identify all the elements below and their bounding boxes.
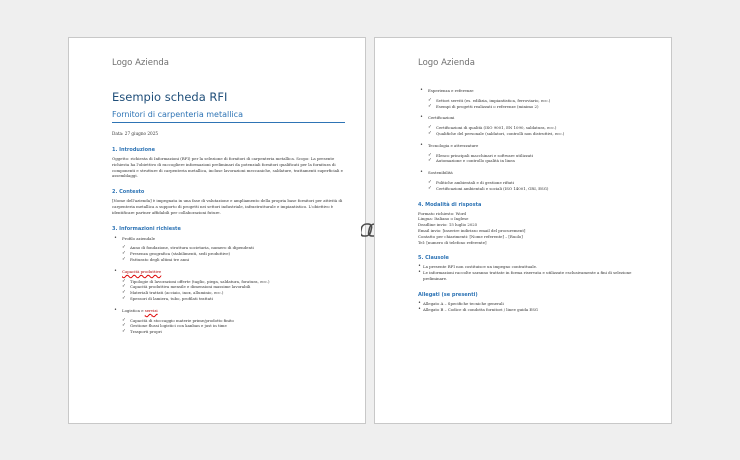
response-line: Email invio: [inserire indirizzo email del procurement] xyxy=(418,227,526,233)
check-item: ✓ Politiche ambientali e di gestione rifiuti xyxy=(418,180,651,186)
section-heading-allegati: Allegati (se presenti) xyxy=(418,291,478,298)
check-item: ✓ Materiali trattati (acciaio, inox, alluminio, ecc.) xyxy=(112,290,345,296)
attachment-item: • Allegato A – Specifiche tecniche generali xyxy=(418,301,651,307)
check-item: ✓ Certificazioni ambientali e sociali (ISO 14001, GRI, ESG) xyxy=(418,186,651,192)
bullet-text: Logistica e xyxy=(122,307,145,313)
response-line: Contatto per chiarimenti: [Nome referente] – [Ruolo] xyxy=(418,233,523,239)
spellcheck-text: Capacità produttive xyxy=(122,268,162,274)
check-item: ✓ Trasporti propri xyxy=(112,329,345,335)
section-text-contesto: [Nome dell'azienda] è impegnata in una fase di valutazione e ampliamento della propria base fornitori per attività di carpenteria metallica a supporto di progetti nei settori industriale, infrastrutturale e impiantistico. L'obiettivo è identificare partner affidabili per collaborazioni future. xyxy=(112,198,343,215)
bullet-sostenibilita: • Sostenibilità xyxy=(418,170,651,176)
check-item: ✓ Presenza geografica (stabilimenti, sedi produttive) xyxy=(112,251,345,257)
bullet-capacita-produttive xyxy=(112,269,345,275)
check-item: ✓ Spessori di lamiera, tubo, profilati trattati xyxy=(112,296,345,302)
clause-item: • Le informazioni raccolte saranno trattate in forma riservata e utilizzate esclusivamente a fini di selezione preliminare. xyxy=(418,270,651,282)
section-heading-contesto: 2. Contesto xyxy=(112,189,145,196)
response-line: Formato richiesto: Word xyxy=(418,210,467,216)
document-title: Esempio scheda RFI xyxy=(112,90,228,104)
check-item: ✓ Elenco principali macchinari e software utilizzati xyxy=(418,153,651,159)
check-item: ✓ Capacità produttiva mensile e dimensioni massime lavorabili xyxy=(112,284,345,290)
response-line: Lingua: Italiano o Inglese xyxy=(418,216,469,222)
check-item: ✓ Qualifiche del personale (saldatori, controlli non distruttivi, ecc.) xyxy=(418,131,651,137)
logo-placeholder: Logo Azienda xyxy=(418,58,475,68)
section-heading-modalita: 4. Modalità di risposta xyxy=(418,201,482,208)
check-item: ✓ Certificazioni di qualità (ISO 9001, EN 1090, saldatura, ecc.) xyxy=(418,125,651,131)
bullet-certificazioni: • Certificazioni xyxy=(418,115,651,121)
response-line: Tel: [numero di telefono referente] xyxy=(418,239,487,245)
document-page-2 xyxy=(374,37,672,424)
logo-placeholder: Logo Azienda xyxy=(112,58,169,68)
document-date: Data: 27 giugno 2025 xyxy=(112,131,159,136)
check-item: ✓ Automazione e controllo qualità in linea xyxy=(418,158,651,164)
clause-item: • La presente RFI non costituisce un impegno contrattuale. xyxy=(418,264,651,270)
section-heading-informazioni: 3. Informazioni richieste xyxy=(112,225,181,232)
bullet-tecnologia: • Tecnologia e attrezzature xyxy=(418,143,651,149)
check-item: ✓ Tipologie di lavorazioni offerte (taglio, piega, saldatura, foratura, ecc.) xyxy=(112,279,345,285)
document-page-1 xyxy=(68,37,366,424)
check-item: ✓ Esempi di progetti realizzati o referenze (minimo 2) xyxy=(418,104,651,110)
bullet-profilo-aziendale: • Profilo aziendale xyxy=(112,236,345,242)
section-heading-clausole: 5. Clausole xyxy=(418,255,449,262)
check-item: ✓ Gestione flussi logistici con kanban e just in time xyxy=(112,323,345,329)
section-text-introduzione: Oggetto: richiesta di Informazioni (RFI) per la selezione di fornitori di carpenteria metallica. Scopo: La presente richiesta ha l'obiettivo di raccogliere informazioni preliminari da potenziali fornitori qualificati per la fornitura di componenti e strutture di carpenteria metallica, incluse lavorazioni meccaniche, saldature, trattamenti superficiali e assemblaggi. xyxy=(112,156,343,179)
section-heading-introduzione: 1. Introduzione xyxy=(112,147,155,153)
check-item: ✓ Fatturato degli ultimi tre anni xyxy=(112,257,345,263)
document-subtitle: Fornitori di carpenteria metallica xyxy=(112,109,345,123)
check-item: ✓ Anno di fondazione, struttura societaria, numero di dipendenti xyxy=(112,245,345,251)
bullet-esperienza: • Esperienza e referenze xyxy=(418,88,651,94)
page-1-body xyxy=(112,90,345,335)
check-item: ✓ Settori serviti (es. edilizia, impiantistica, ferroviario, ecc.) xyxy=(418,98,651,104)
attachment-item: • Allegato B – Codice di condotta fornitori / linee guida ESG xyxy=(418,307,651,313)
check-item: ✓ Capacità di stoccaggio materie prime/prodotto finito xyxy=(112,318,345,324)
response-line: Deadline invio: 15 luglio 2025 xyxy=(418,222,478,228)
spellcheck-text: servizi xyxy=(144,307,158,313)
bullet-logistica xyxy=(112,308,345,314)
page-2-body xyxy=(418,88,651,312)
